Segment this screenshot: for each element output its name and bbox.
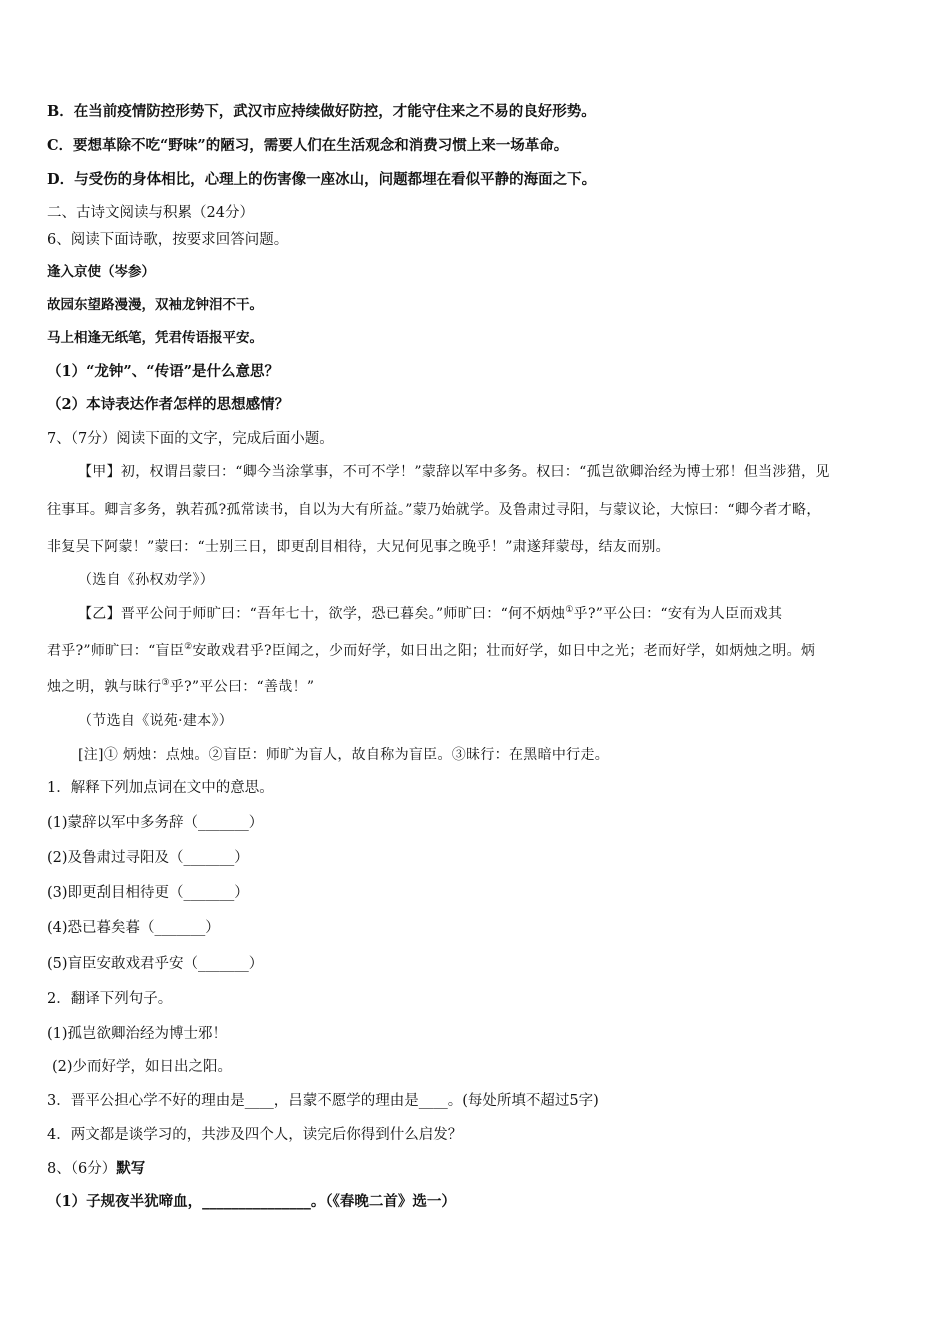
q6-sub1: （1）“龙钟”、“传语”是什么意思？	[47, 363, 279, 380]
option-b: B．在当前疫情防控形势下，武汉市应持续做好防控，才能守住来之不易的良好形势。	[47, 103, 596, 120]
q7-prompt: 7、（7分）阅读下面的文字，完成后面小题。	[47, 431, 334, 447]
q6-prompt: 6、阅读下面诗歌，按要求回答问题。	[47, 232, 289, 248]
task1-item-4: (4)恐已暮矣暮（_______）	[47, 920, 220, 936]
yi-source: （节选自《说苑·建本》）	[78, 713, 234, 729]
yi-line-1	[78, 604, 782, 624]
q6-sub2: （2）本诗表达作者怎样的思想感情？	[47, 396, 290, 413]
note-mark-2: ②	[184, 642, 193, 652]
option-d: D．与受伤的身体相比，心理上的伤害像一座冰山，问题都埋在看似平静的海面之下。	[47, 171, 597, 188]
jia-line-2: 往事耳。卿言多务，孰若孤?孤常读书，自以为大有所益。”蒙乃始就学。及鲁肃过寻阳，与蒙议论，大惊曰：“卿今者才略，	[47, 502, 821, 518]
task1-item-5: (5)盲臣安敢戏君乎安（_______）	[47, 956, 264, 972]
task1-heading: 1．解释下列加点词在文中的意思。	[47, 780, 274, 796]
notes: [注]① 炳烛：点烛。②盲臣：师旷为盲人，故自称为盲臣。③昧行：在黑暗中行走。	[78, 747, 610, 763]
note-mark-1: ①	[565, 605, 574, 615]
task1-item-1: (1)蒙辞以军中多务辞（_______）	[47, 815, 264, 831]
task2-heading: 2．翻译下列句子。	[47, 991, 173, 1007]
q8-sub1: （1）子规夜半犹啼血，_______________。（《春晚二首》选一）	[47, 1193, 456, 1210]
yi-line-3-a: 烛之明，孰与昧行	[47, 679, 162, 695]
poem-line-1: 故园东望路漫漫，双袖龙钟泪不干。	[47, 297, 263, 313]
jia-source: （选自《孙权劝学》）	[78, 572, 214, 588]
jia-line-3: 非复吴下阿蒙！”蒙曰：“士别三日，即更刮目相待，大兄何见事之晚乎！”肃遂拜蒙母，结友而别。	[47, 539, 670, 555]
poem-title: 逢入京使（岑参）	[47, 264, 155, 280]
yi-line-2-a: 君乎?”师旷曰：“盲臣	[47, 643, 185, 659]
yi-line-1-a: 【乙】晋平公问于师旷曰：“吾年七十，欲学，恐已暮矣。”师旷曰：“何不炳烛	[78, 606, 566, 622]
yi-line-2-b: 安敢戏君乎?臣闻之，少而好学，如日出之阳；壮而好学，如日中之光；老而好学，如炳烛之明。炳	[192, 643, 816, 659]
q8-prompt-score: 8、（6分）	[47, 1161, 117, 1177]
yi-line-3	[47, 677, 314, 697]
task3: 3．晋平公担心学不好的理由是____，吕蒙不愿学的理由是____。(每处所填不超过5字)	[47, 1093, 599, 1109]
q8-prompt-label: 默写	[116, 1160, 146, 1177]
task2-item-2: (2)少而好学，如日出之阳。	[52, 1059, 233, 1075]
yi-line-1-b: 乎?”平公曰：“安有为人臣而戏其	[573, 606, 783, 622]
q8-prompt	[47, 1159, 145, 1179]
section-heading: 二、古诗文阅读与积累（24分）	[47, 205, 254, 221]
task4: 4．两文都是谈学习的，共涉及四个人，读完后你得到什么启发？	[47, 1127, 463, 1143]
task1-item-2: (2)及鲁肃过寻阳及（_______）	[47, 850, 249, 866]
yi-line-2	[47, 641, 815, 661]
poem-line-2: 马上相逢无纸笔，凭君传语报平安。	[47, 330, 263, 346]
note-mark-3: ③	[161, 678, 170, 688]
yi-line-3-b: 乎?”平公曰：“善哉！”	[169, 679, 315, 695]
option-c: C．要想革除不吃“野味”的陋习，需要人们在生活观念和消费习惯上来一场革命。	[47, 137, 569, 154]
task2-item-1: (1)孤岂欲卿治经为博士邪！	[47, 1026, 228, 1042]
task1-item-3: (3)即更刮目相待更（_______）	[47, 885, 249, 901]
jia-line-1: 【甲】初，权谓吕蒙曰：“卿今当涂掌事，不可不学！”蒙辞以军中多务。权曰：“孤岂欲卿治经为博士邪！但当涉猎，见	[78, 464, 830, 480]
